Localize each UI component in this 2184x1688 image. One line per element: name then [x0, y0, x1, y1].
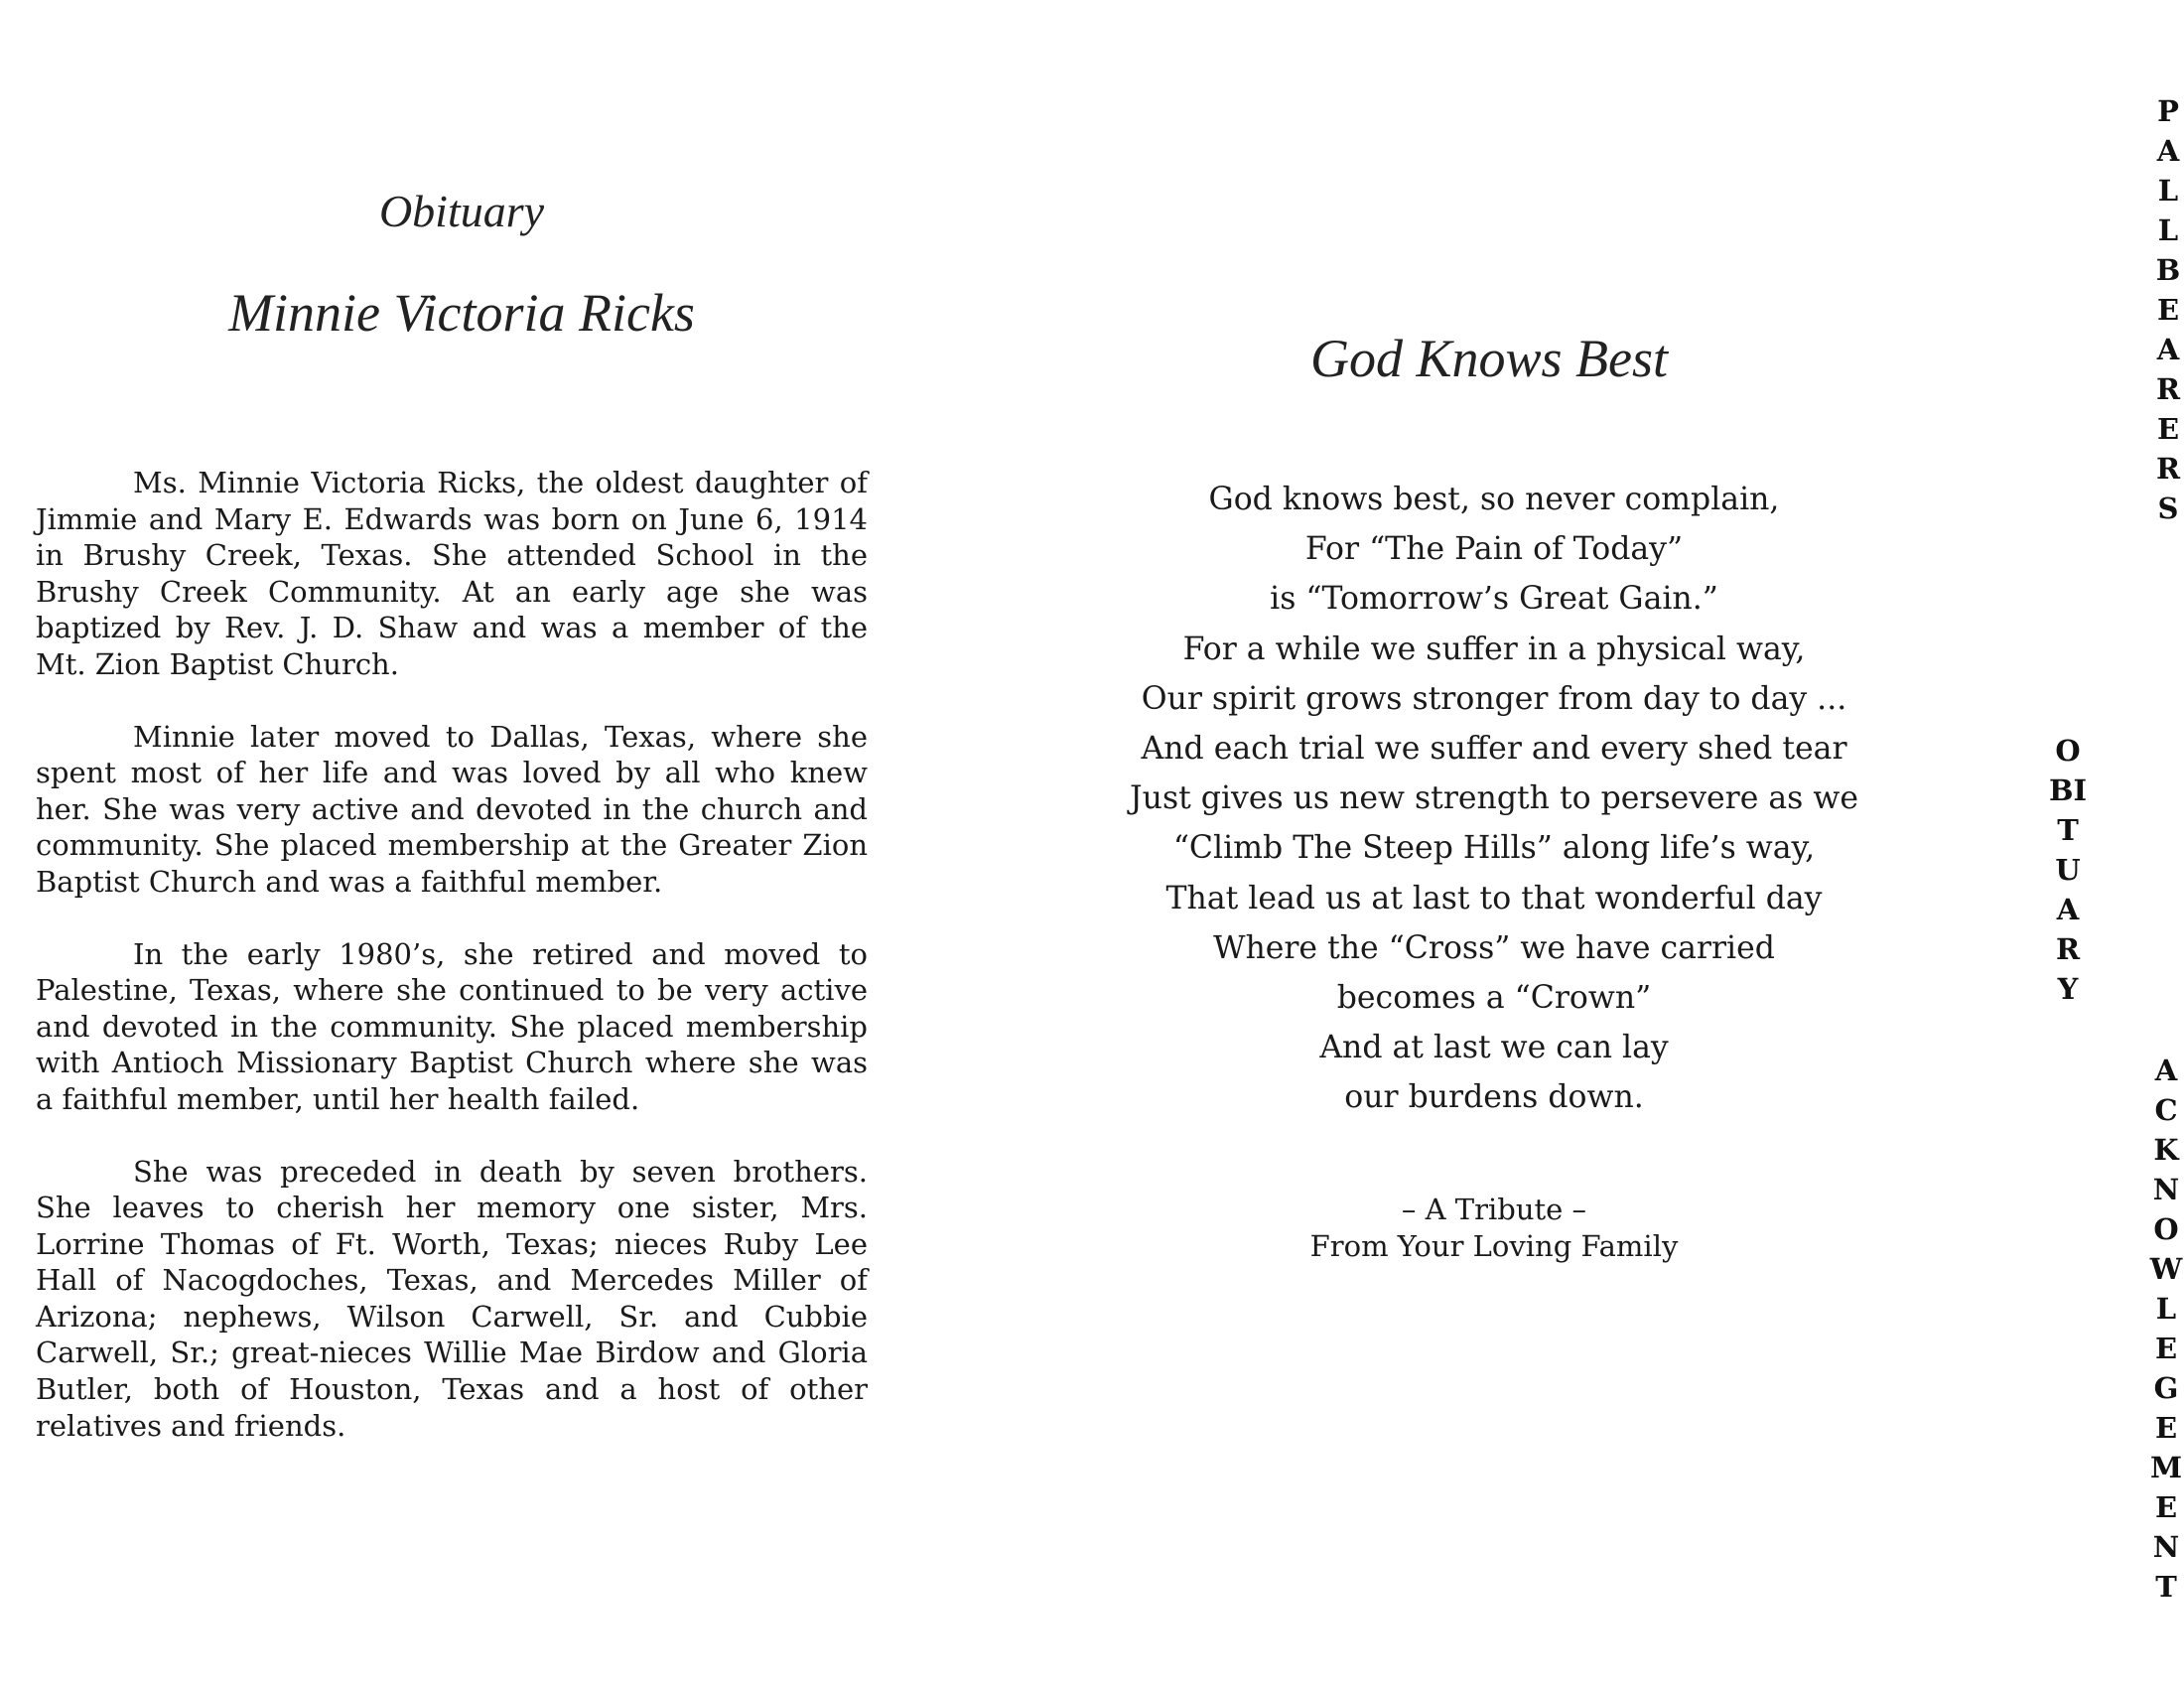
- obituary-paragraph: In the early 1980’s, she retired and moved to Palestine, Texas, where she continued to be very active and devoted in the community. She placed membership with Antioch Missionary Baptist Church where she was a faithful member, until her health failed.: [36, 936, 868, 1116]
- poem-line: becomes a “Crown”: [1336, 980, 1652, 1017]
- poem-line: For a while we suffer in a physical way,: [1182, 631, 1806, 667]
- tab-pallbearers[interactable]: PALLBEARERS: [2155, 94, 2181, 525]
- poem-line: Just gives us new strength to persevere as we: [1130, 780, 1858, 817]
- deceased-name: Minnie Victoria Ricks: [228, 283, 695, 343]
- obituary-paragraph: Ms. Minnie Victoria Ricks, the oldest daughter of Jimmie and Mary E. Edwards was born on June 6, 1914 in Brushy Creek, Texas. She attended School in the Brushy Creek Community. At an early age she was baptized by Rev. J. D. Shaw and was a member of the Mt. Zion Baptist Church.: [36, 466, 868, 681]
- poem-line: Where the “Cross” we have carried: [1213, 929, 1775, 966]
- tribute-signature: [1092, 1192, 1896, 1265]
- obituary-paragraph: Minnie later moved to Dallas, Texas, where she spent most of her life and was loved by all who knew her. She was very active and devoted in the church and community. She placed membership at the Greater Zion Baptist Church and was a faithful member.: [36, 719, 868, 899]
- obituary-paragraph: She was preceded in death by seven brothers. She leaves to cherish her memory one sister, Mrs. Lorrine Thomas of Ft. Worth, Texas; nieces Ruby Lee Hall of Nacogdoches, Texas, and Mercedes Miller of Arizona; nephews, Wilson Carwell, Sr. and Cubbie Carwell, Sr.; great-nieces Willie Mae Birdow and Gloria Butler, both of Houston, Texas and a host of other relatives and friends.: [36, 1154, 868, 1443]
- tab-acknowledgement[interactable]: ACKNOWLEGEMENT: [2149, 1054, 2183, 1604]
- tab-obituary[interactable]: OBITUARY: [2048, 734, 2088, 1006]
- poem-line: That lead us at last to that wonderful day: [1165, 880, 1823, 916]
- poem-line: God knows best, so never complain,: [1208, 482, 1780, 517]
- poem-line: our burdens down.: [1344, 1079, 1644, 1116]
- poem-line: “Climb The Steep Hills” along life’s way,: [1172, 830, 1816, 867]
- obituary-heading: Obituary: [378, 186, 545, 236]
- poem-body: [1092, 475, 1896, 1123]
- poem-line: And each trial we suffer and every shed tear: [1141, 731, 1847, 768]
- poem-line: is “Tomorrow’s Great Gain.”: [1270, 581, 1718, 618]
- poem-line: And at last we can lay: [1319, 1030, 1669, 1066]
- obituary-body: [36, 465, 868, 1479]
- poem-title: God Knows Best: [1309, 329, 1669, 388]
- poem-line: For “The Pain of Today”: [1304, 531, 1684, 568]
- tribute-from: From Your Loving Family: [1309, 1229, 1679, 1263]
- poem-line: Our spirit grows stronger from day to day ...: [1141, 680, 1847, 717]
- tribute-label: – A Tribute –: [1401, 1193, 1587, 1226]
